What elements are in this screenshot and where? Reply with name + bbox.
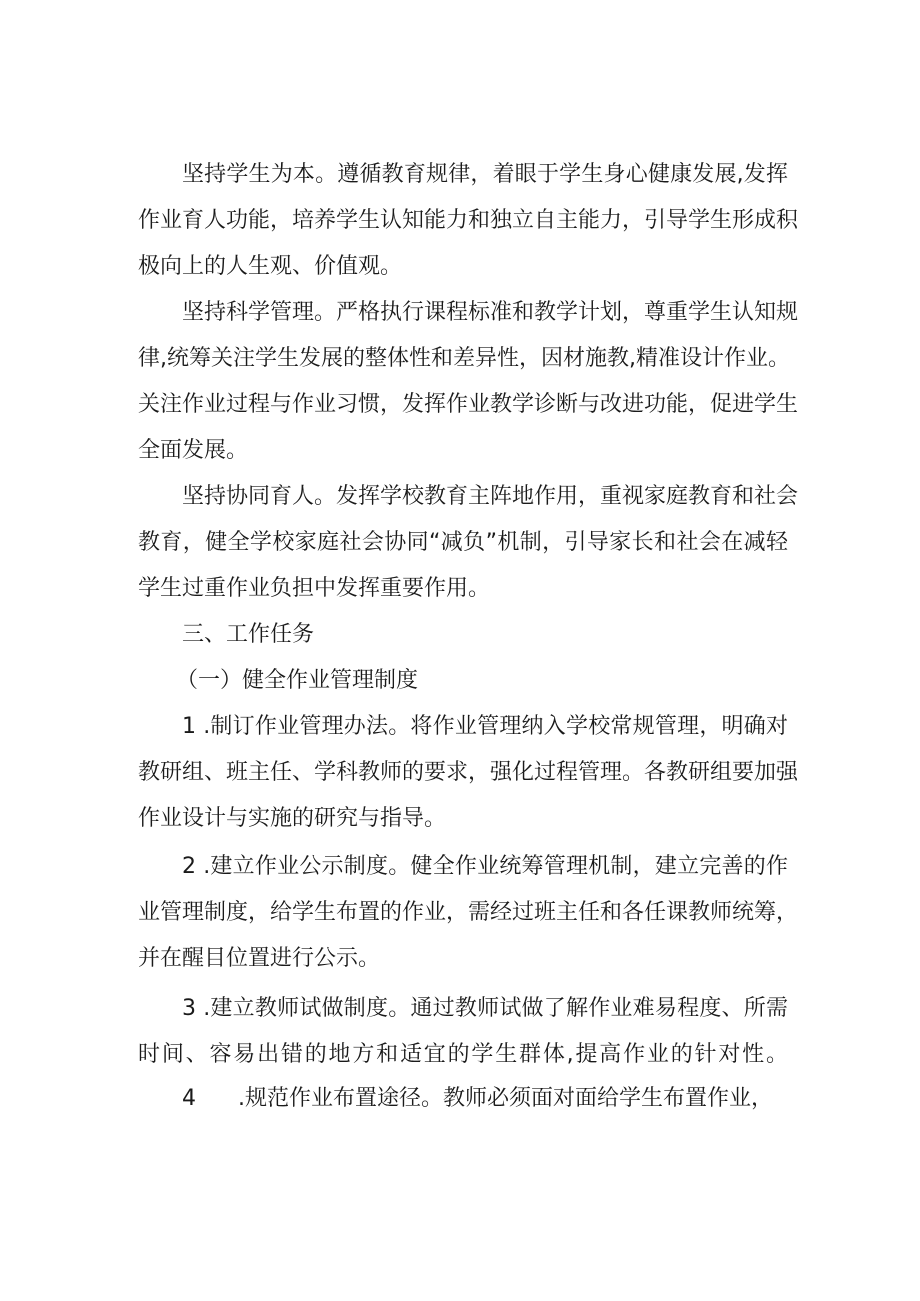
list-item-number: 4 — [182, 1086, 196, 1111]
paragraph-line: 全面发展。 — [138, 438, 249, 463]
paragraph-line: 教育，健全学校家庭社会协同“减负”机制，引导家长和社会在减轻 — [138, 530, 788, 555]
list-item-line: 业管理制度，给学生布置的作业，需经过班主任和各任课教师统筹， — [138, 900, 799, 925]
list-item-line: .规范作业布置途径。教师必须面对面给学生布置作业， — [238, 1086, 773, 1111]
paragraph-line: 坚持学生为本。遵循教育规律，着眼于学生身心健康发展,发挥 — [182, 162, 788, 187]
section-heading: 三、工作任务 — [182, 622, 315, 647]
list-item-line: 教研组、班主任、学科教师的要求，强化过程管理。各教研组要加强 — [138, 760, 799, 785]
paragraph-line: 极向上的人生观、价值观。 — [138, 254, 403, 279]
list-item-line: 2 .建立作业公示制度。健全作业统筹管理机制，建立完善的作 — [182, 854, 788, 879]
list-item-line: 1 .制订作业管理办法。将作业管理纳入学校常规管理，明确对 — [182, 714, 788, 739]
list-item-line: 并在醒目位置进行公示。 — [138, 946, 381, 971]
list-item-line: 作业设计与实施的研究与指导。 — [138, 806, 447, 831]
paragraph-line: 坚持科学管理。严格执行课程标准和教学计划，尊重学生认知规 — [182, 300, 799, 325]
paragraph-line: 关注作业过程与作业习惯，发挥作业教学诊断与改进功能，促进学生 — [138, 392, 799, 417]
list-item-line: 3 .建立教师试做制度。通过教师试做了解作业难易程度、所需 — [182, 996, 788, 1021]
paragraph-line: 作业育人功能，培养学生认知能力和独立自主能力，引导学生形成积 — [138, 208, 799, 233]
list-item-line: 时间、容易出错的地方和适宜的学生群体,提高作业的针对性。 — [138, 1042, 788, 1067]
paragraph-line: 坚持协同育人。发挥学校教育主阵地作用，重视家庭教育和社会 — [182, 484, 799, 509]
subsection-heading: （一）健全作业管理制度 — [176, 668, 419, 693]
paragraph-line: 学生过重作业负担中发挥重要作用。 — [138, 576, 491, 601]
paragraph-line: 律,统筹关注学生发展的整体性和差异性，因材施教,精准设计作业。 — [138, 346, 790, 371]
